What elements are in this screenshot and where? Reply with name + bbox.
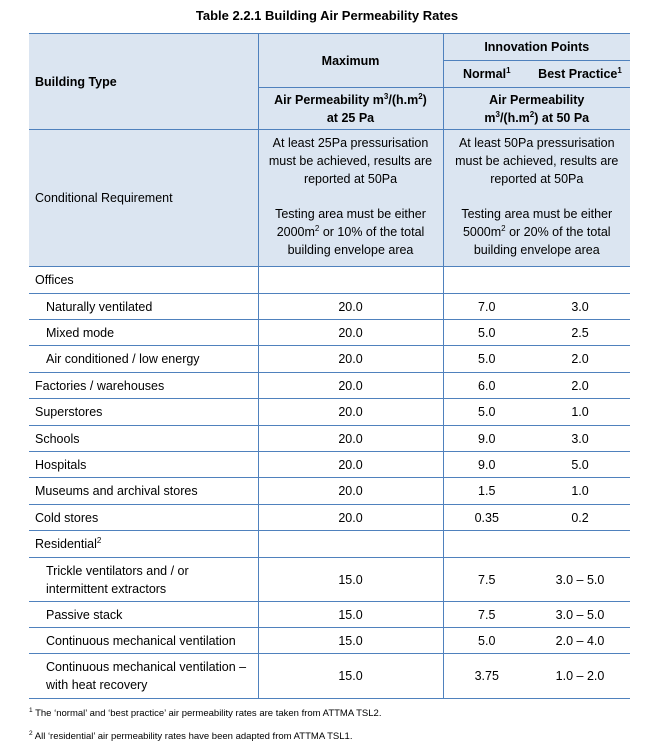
row-normal: 9.0: [443, 426, 530, 452]
row-best-practice: 0.2: [530, 505, 630, 531]
row-maximum: 20.0: [258, 452, 443, 478]
row-maximum: 20.0: [258, 294, 443, 320]
best-practice-header: Best Practice$^1$: [530, 61, 630, 88]
row-label: Residential$^2$: [29, 531, 258, 558]
row-label: Naturally ventilated: [29, 294, 258, 320]
maximum-header: Maximum: [258, 34, 443, 88]
row-label: Factories / warehouses: [29, 373, 258, 399]
row-normal: 5.0: [443, 628, 530, 654]
row-best-practice: 2.5: [530, 320, 630, 346]
row-best-practice: 3.0: [530, 294, 630, 320]
table-row: [29, 478, 630, 505]
row-maximum: 20.0: [258, 478, 443, 505]
row-best-practice: 3.0 – 5.0: [530, 558, 630, 602]
row-best-practice: 3.0: [530, 426, 630, 452]
row-normal: 7.0: [443, 294, 530, 320]
table-row: [29, 399, 630, 426]
row-best-practice: 2.0: [530, 346, 630, 373]
normal-header: Normal$^1$: [443, 61, 530, 88]
air-permeability-table: [29, 33, 630, 699]
row-best-practice: 5.0: [530, 452, 630, 478]
row-label: Continuous mechanical ventilation – with heat recovery: [29, 654, 258, 699]
row-label: Passive stack: [29, 602, 258, 628]
row-maximum: 15.0: [258, 628, 443, 654]
table-row: [29, 373, 630, 399]
conditional-maximum: At least 25Pa pressurisation must be achieved, results are reported at 50Pa Testing area must be either $2000m^2$ or 10% of the total building envelope area: [258, 130, 443, 267]
innovation-unit-header: Air Permeability $m^3/(h.m^2)$ at 50 Pa: [443, 88, 630, 130]
row-maximum: 15.0: [258, 558, 443, 602]
row-maximum: 15.0: [258, 602, 443, 628]
row-maximum: 20.0: [258, 320, 443, 346]
row-normal: 5.0: [443, 320, 530, 346]
table-row: [29, 505, 630, 531]
header-row-1: [29, 34, 630, 61]
table-row: [29, 294, 630, 320]
maximum-unit-header: Air Permeability $m^3/(h.m^2)$ at 25 Pa: [258, 88, 443, 130]
row-label: Cold stores: [29, 505, 258, 531]
footnote-1: $^1$ The ‘normal’ and ‘best practice’ air permeability rates are taken from ATTMA TSL2.: [29, 706, 382, 719]
table-row: [29, 346, 630, 373]
row-label: Trickle ventilators and / or intermittent extractors: [29, 558, 258, 602]
table-row: [29, 654, 630, 699]
row-maximum: 15.0: [258, 654, 443, 699]
row-normal: 7.5: [443, 558, 530, 602]
conditional-requirement-row: [29, 130, 630, 267]
row-maximum: 20.0: [258, 399, 443, 426]
row-normal: 1.5: [443, 478, 530, 505]
row-label: Mixed mode: [29, 320, 258, 346]
row-normal: 9.0: [443, 452, 530, 478]
footnote-2: $^2$ All ‘residential’ air permeability rates have been adapted from ATTMA TSL1.: [29, 729, 353, 742]
row-maximum: 20.0: [258, 505, 443, 531]
row-best-practice: 2.0 – 4.0: [530, 628, 630, 654]
table-row: [29, 628, 630, 654]
conditional-requirement-label: Conditional Requirement: [29, 130, 258, 267]
row-best-practice: 1.0: [530, 399, 630, 426]
building-type-header: Building Type: [29, 34, 258, 130]
table-row: [29, 267, 630, 294]
conditional-innovation: At least 50Pa pressurisation must be achieved, results are reported at 50Pa Testing area must be either $5000m^2$ or 20% of the total building envelope area: [443, 130, 630, 267]
row-label: Superstores: [29, 399, 258, 426]
table-title: Table 2.2.1 Building Air Permeability Rates: [195, 8, 459, 23]
table-row: [29, 531, 630, 558]
row-normal: 0.35: [443, 505, 530, 531]
table-row: [29, 558, 630, 602]
row-maximum: 20.0: [258, 346, 443, 373]
table-row: [29, 320, 630, 346]
row-label: Hospitals: [29, 452, 258, 478]
row-label: Air conditioned / low energy: [29, 346, 258, 373]
row-label: Museums and archival stores: [29, 478, 258, 505]
row-best-practice: 1.0 – 2.0: [530, 654, 630, 699]
row-maximum: 20.0: [258, 373, 443, 399]
row-best-practice: 3.0 – 5.0: [530, 602, 630, 628]
row-maximum: 20.0: [258, 426, 443, 452]
row-normal: 7.5: [443, 602, 530, 628]
row-label: Offices: [29, 267, 258, 294]
innovation-points-header: Innovation Points: [443, 34, 630, 61]
row-label: Schools: [29, 426, 258, 452]
row-normal: 6.0: [443, 373, 530, 399]
row-normal: 5.0: [443, 399, 530, 426]
row-best-practice: 1.0: [530, 478, 630, 505]
row-normal: 5.0: [443, 346, 530, 373]
table-row: [29, 452, 630, 478]
table-row: [29, 426, 630, 452]
row-label: Continuous mechanical ventilation: [29, 628, 258, 654]
row-normal: 3.75: [443, 654, 530, 699]
table-row: [29, 602, 630, 628]
row-best-practice: 2.0: [530, 373, 630, 399]
